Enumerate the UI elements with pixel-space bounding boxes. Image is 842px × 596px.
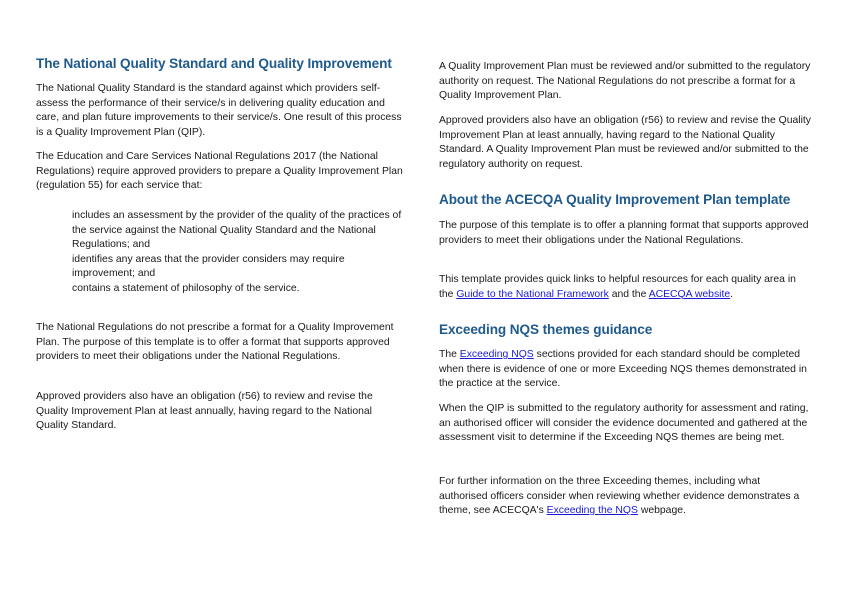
paragraph-nqs-intro: The National Quality Standard is the standard against which providers self-assess the performance of their service/s in delivering quality education and care, and plan future improvements to their service/s. One result of this process is a Quality Improvement Plan (QIP). [36, 83, 402, 138]
paragraph-annual-review: Approved providers also have an obligation (r56) to review and revise the Quality Improvement Plan at least annually, having regard to the National Quality Standard. A Quality Improvement Plan must be reviewed and/or submitted to the regulatory authority on request. [439, 115, 811, 170]
list-item: contains a statement of philosophy of the service. [72, 282, 300, 294]
requirements-list [72, 209, 406, 297]
paragraph-exceeding-sections: The Exceeding NQS sections provided for each standard should be completed when there is evidence of one or more Exceeding NQS themes demonstrated in the practice at the service. [439, 349, 807, 390]
exceeding-the-nqs-link[interactable]: Exceeding the NQS [546, 505, 638, 517]
section-heading-template: About the ACECQA Quality Improvement Plan template [439, 192, 791, 207]
paragraph-obligation: Approved providers also have an obligation (r56) to review and revise the Quality Improvement Plan at least annually, having regard to the National Quality Standard. [36, 391, 373, 432]
paragraph-review: A Quality Improvement Plan must be reviewed and/or submitted to the regulatory authority on request. The National Regulations do not prescribe a format for a Quality Improvement Plan. [439, 61, 811, 102]
exceeding-nqs-link[interactable]: Exceeding NQS [459, 349, 534, 360]
list-item: identifies any areas that the provider considers may require improvement; and [72, 253, 345, 280]
section-heading-nqs: The National Quality Standard and Quality Improvement [36, 56, 392, 71]
paragraph-format: The National Regulations do not prescribe a format for a Quality Improvement Plan. The purpose of this template is to offer a format that supports approved providers to meet their obligations under the National Regulations. [36, 322, 394, 363]
guide-national-framework-link[interactable]: Guide to the National Framework [456, 288, 609, 300]
section-heading-exceeding: Exceeding NQS themes guidance [439, 322, 653, 337]
paragraph-quick-links: This template provides quick links to helpful resources for each quality area in the Guide to the National Framework and the ACECQA website. [439, 274, 796, 300]
acecqa-website-link[interactable]: ACECQA website [648, 288, 731, 300]
paragraph-template-purpose: The purpose of this template is to offer a planning format that supports approved providers to meet their obligations under the National Regulations. [439, 220, 809, 246]
list-item: includes an assessment by the provider of the quality of the practices of the service against the National Quality Standard and the National Regulations; and [72, 210, 402, 251]
paragraph-regulations: The Education and Care Services National Regulations 2017 (the National Regulations) require approved providers to prepare a Quality Improvement Plan (regulation 55) for each service that: [36, 151, 403, 192]
paragraph-further-info: For further information on the three Exceeding themes, including what authorised officers consider when reviewing whether evidence demonstrates a theme, see ACECQA's Exceeding the NQS webpage. [439, 476, 800, 517]
paragraph-assessment: When the QIP is submitted to the regulatory authority for assessment and rating, an authorised officer will consider the evidence documented and gathered at the assessment visit to determine if the Exceeding NQS themes are being met. [439, 403, 809, 444]
